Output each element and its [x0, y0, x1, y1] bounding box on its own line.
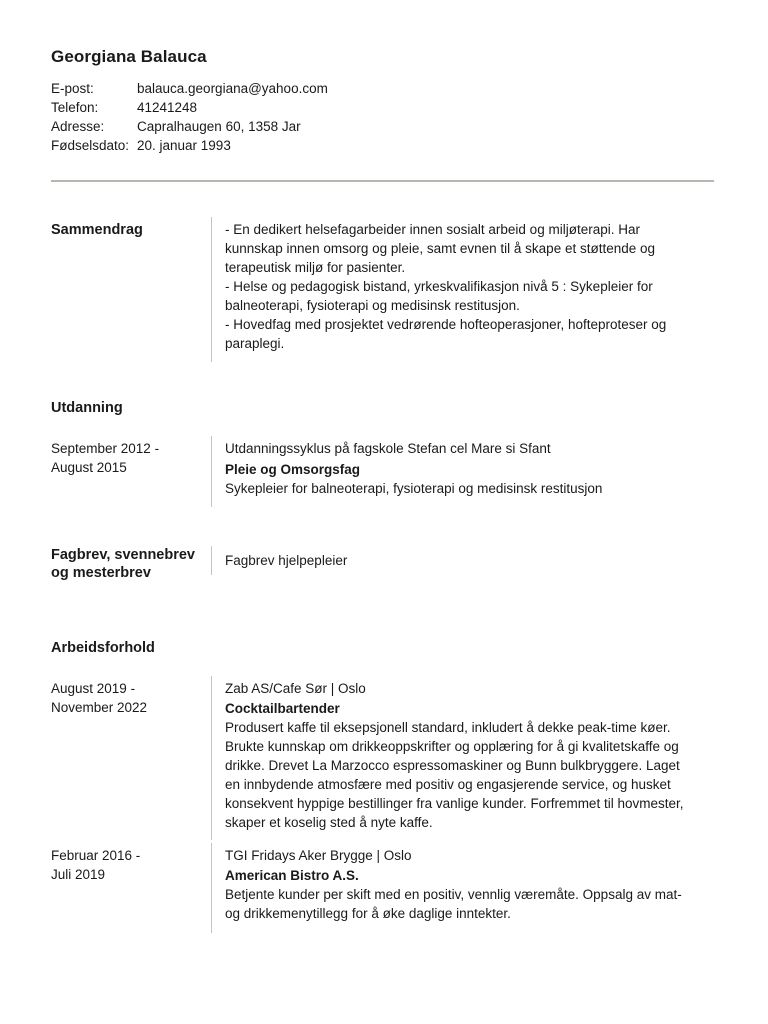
work-date-start: August 2019 -	[51, 681, 136, 696]
education-description: Sykepleier for balneoterapi, fysioterapi og medisinsk restitusjon	[225, 481, 603, 496]
work-description-line: drikke. Drevet La Marzocco espressomaskiner og Bunn bulkbryggere. Laget	[225, 758, 680, 773]
certificates-item: Fagbrev hjelpepleier	[211, 546, 714, 575]
work-entry	[51, 676, 714, 840]
education-title: Utdanning	[51, 400, 123, 416]
summary-line: - Helse og pedagogisk bistand, yrkeskvalifikasjon nivå 5 : Sykepleier for	[225, 279, 653, 294]
certificates-title	[51, 546, 211, 582]
work-role: American Bistro A.S.	[225, 868, 359, 883]
work-description-line: Brukte kunnskap om drikkeoppskrifter og opplæring for å gi kvalitetskaffe og	[225, 739, 679, 754]
education-school: Utdanningssyklus på fagskole Stefan cel Mare si Sfant	[225, 441, 551, 456]
email-value: balauca.georgiana@yahoo.com	[137, 81, 328, 96]
work-description-line: skaper et koselig sted å nyte kaffe.	[225, 815, 433, 830]
phone-label: Telefon:	[51, 100, 99, 115]
work-date-start: Februar 2016 -	[51, 848, 141, 863]
summary-line: terapeutisk miljø for pasienter.	[225, 260, 406, 275]
work-dates	[51, 676, 211, 840]
phone-value: 41241248	[137, 100, 198, 115]
address-value: Capralhaugen 60, 1358 Jar	[137, 119, 301, 134]
summary-line: balneoterapi, fysioterapi og medisinsk restitusjon.	[225, 298, 520, 313]
contact-email-row	[51, 79, 328, 98]
address-label: Adresse:	[51, 119, 105, 134]
work-description-line: en innbydende atmosfære med positiv og engasjerende service, og husket	[225, 777, 671, 792]
certificates-title-line: Fagbrev, svennebrev	[51, 547, 195, 563]
summary-line: - Hovedfag med prosjektet vedrørende hofteoperasjoner, hofteproteser og	[225, 317, 667, 332]
work-section	[51, 639, 714, 921]
certificates-row	[51, 546, 714, 582]
education-dates	[51, 436, 211, 507]
education-date-end: August 2015	[51, 460, 127, 475]
work-role: Cocktailbartender	[225, 701, 340, 716]
header-divider	[51, 180, 714, 182]
summary-text	[211, 217, 714, 362]
email-label: E-post:	[51, 81, 94, 96]
certificates-title-line: og mesterbrev	[51, 565, 151, 581]
work-description-line: konsekvent hyppige bestillinger fra vanlige kunder. Forfremmet til hovmester,	[225, 796, 684, 811]
work-description-line: Betjente kunder per skift med en positiv, vennlig væremåte. Oppsalg av mat-	[225, 887, 682, 902]
work-details	[211, 843, 714, 933]
education-field: Pleie og Omsorgsfag	[225, 462, 361, 477]
contact-birthdate-row	[51, 136, 328, 155]
work-description-line: Produsert kaffe til eksepsjonell standard, inkludert å dekke peak-time køer.	[225, 720, 671, 735]
work-details	[211, 676, 714, 840]
contact-address-row	[51, 117, 328, 136]
summary-line: kunnskap innen omsorg og pleie, samt evnen til å skape et støttende og	[225, 241, 656, 256]
work-description-line: og drikkemenytillegg for å øke daglige inntekter.	[225, 906, 511, 921]
work-date-end: November 2022	[51, 700, 148, 715]
work-title: Arbeidsforhold	[51, 640, 155, 656]
education-date-start: September 2012 -	[51, 441, 160, 456]
work-employer: TGI Fridays Aker Brygge | Oslo	[225, 848, 412, 863]
education-entry	[51, 436, 714, 507]
summary-title: Sammendrag	[51, 222, 143, 238]
candidate-name: Georgiana Balauca	[51, 47, 207, 66]
education-section	[51, 399, 714, 496]
work-entry	[51, 843, 714, 933]
summary-line: - En dedikert helsefagarbeider innen sosialt arbeid og miljøterapi. Har	[225, 222, 640, 237]
work-employer: Zab AS/Cafe Sør | Oslo	[225, 681, 366, 696]
summary-line: paraplegi.	[225, 336, 285, 351]
contact-phone-row	[51, 98, 328, 117]
work-dates	[51, 843, 211, 933]
summary-row	[51, 217, 714, 362]
education-details	[211, 436, 714, 507]
work-date-end: Juli 2019	[51, 867, 106, 882]
birthdate-label: Fødselsdato:	[51, 138, 130, 153]
birthdate-value: 20. januar 1993	[137, 138, 231, 153]
contact-block	[51, 79, 328, 155]
